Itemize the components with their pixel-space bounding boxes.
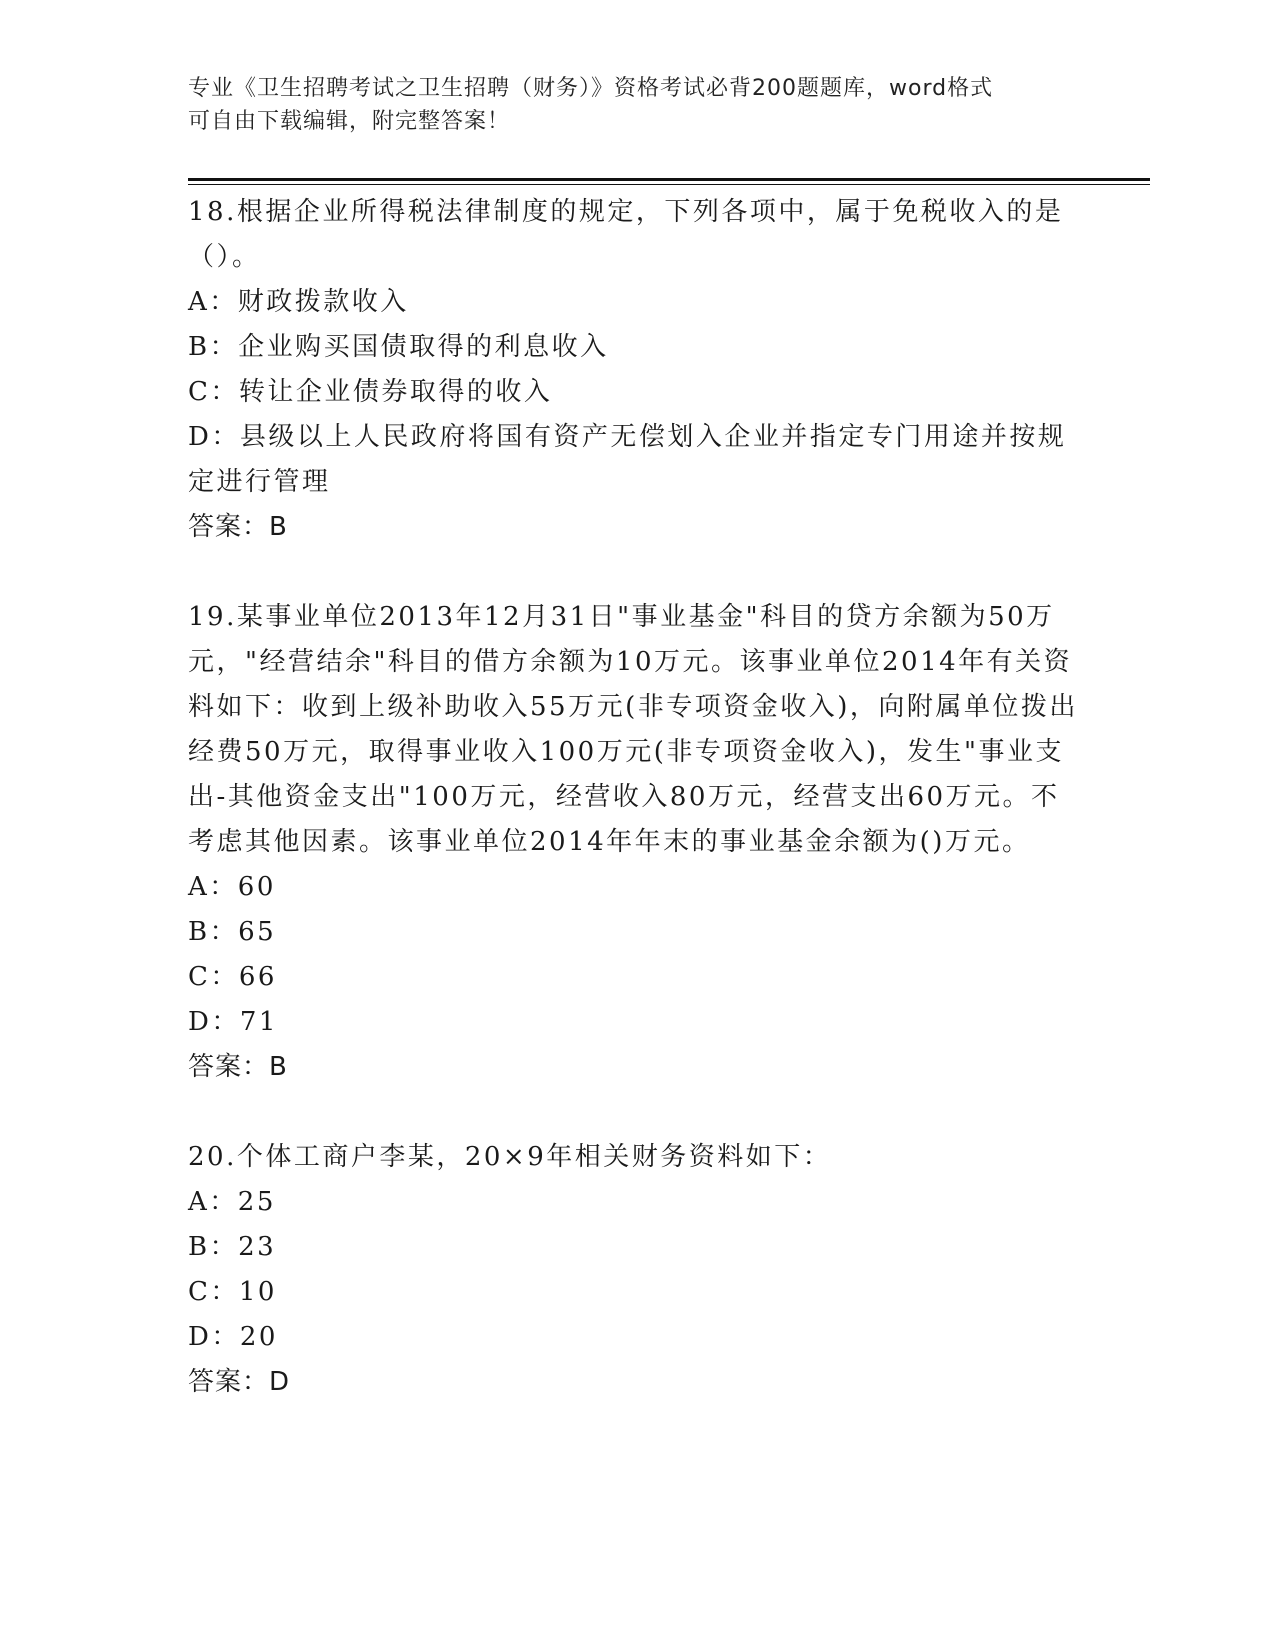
question-18: [188, 190, 1088, 550]
answer: 答案：B: [188, 1052, 288, 1082]
answer: 答案：B: [188, 512, 288, 542]
option-b: B：65: [188, 917, 277, 947]
question-stem: 19.某事业单位2013年12月31日"事业基金"科目的贷方余额为50万元，"经营结余"科目的借方余额为10万元。该事业单位2014年有关资料如下：收到上级补助收入55万元(非专项资金收入)，向附属单位拨出经费50万元，取得事业收入100万元(非专项资金收入)，发生"事业支出-其他资金支出"100万元，经营收入80万元，经营支出60万元。不考虑其他因素。该事业单位2014年年末的事业基金余额为()万元。: [188, 602, 1078, 857]
option-c: C：10: [188, 1277, 277, 1307]
option-a: A：60: [188, 872, 276, 902]
option-b: B：23: [188, 1232, 277, 1262]
option-d: D：71: [188, 1007, 278, 1037]
question-20: [188, 1135, 1088, 1405]
header-line-2: 可自由下载编辑，附完整答案！: [188, 109, 511, 134]
header-divider-thin: [188, 184, 1150, 185]
question-list: [188, 190, 1088, 1405]
question-19: [188, 595, 1088, 1090]
option-c: C：66: [188, 962, 277, 992]
question-stem: 18.根据企业所得税法律制度的规定，下列各项中，属于免税收入的是（）。: [188, 197, 1064, 272]
header-divider-thick: [188, 178, 1150, 181]
option-a: A：25: [188, 1187, 276, 1217]
question-spacer: [188, 550, 1088, 595]
question-stem: 20.个体工商户李某，20×9年相关财务资料如下：: [188, 1142, 832, 1172]
header-line-1: 专业《卫生招聘考试之卫生招聘（财务）》资格考试必背200题题库，word格式: [188, 76, 994, 101]
answer: 答案：D: [188, 1367, 291, 1397]
option-d: D：20: [188, 1322, 278, 1352]
option-b: B：企业购买国债取得的利息收入: [188, 332, 609, 362]
option-d: D：县级以上人民政府将国有资产无偿划入企业并指定专门用途并按规定进行管理: [188, 422, 1067, 497]
document-header: [188, 72, 1068, 138]
option-c: C：转让企业债券取得的收入: [188, 377, 553, 407]
question-spacer: [188, 1090, 1088, 1135]
option-a: A：财政拨款收入: [188, 287, 409, 317]
